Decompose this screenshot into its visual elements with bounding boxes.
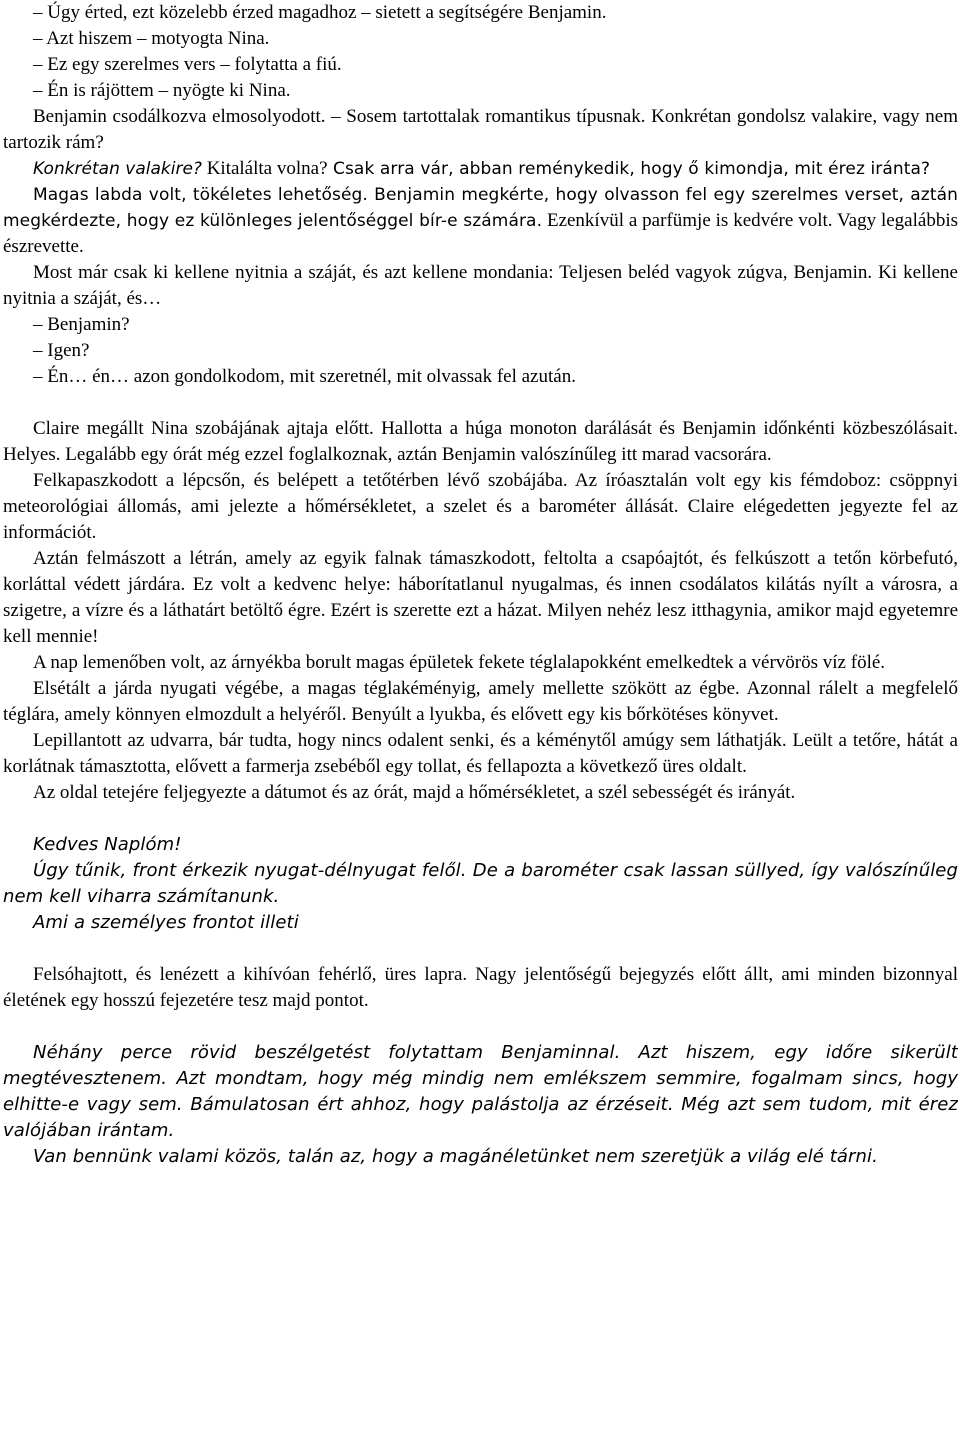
text-segment: Claire megállt Nina szobájának ajtaja előtt. Hallotta a húga monoton darálását és Benjamin időnkénti közbeszólásait. Helyes. Legalább egy órát még ezzel foglalkoznak, aztán Benjamin valószínűleg itt marad vacsorára.	[3, 418, 958, 465]
text-segment: – Én… én… azon gondolkodom, mit szeretnél, mit olvassak fel azután.	[33, 366, 576, 387]
paragraph-p15	[0, 650, 958, 676]
text-segment: Van bennünk valami közös, talán az, hogy a magánéletünket nem szeretjük a világ elé tárni.	[33, 1146, 878, 1167]
paragraph-p22	[0, 962, 958, 1014]
paragraph-spacer	[0, 390, 958, 416]
paragraph-spacer	[0, 936, 958, 962]
text-segment: Néhány perce rövid beszélgetést folytattam Benjaminnal. Azt hiszem, egy időre sikerült megtévesztenem. Azt mondtam, hogy még mindig nem emlékszem semmire, fogalmam sincs, hogy elhitte-e vagy sem. Bámulatosan ért ahhoz, hogy palástolja az érzéseit. Még azt sem tudom, mit érez valójában irántam.	[3, 1042, 958, 1141]
text-segment: Lepillantott az udvarra, bár tudta, hogy nincs odalent senki, és a kéménytől amúgy sem láthatják. Leült a tetőre, hátát a korlátnak támasztotta, elővett a farmerja zsebéből egy tollat, és fellapozta a következő üres oldalt.	[3, 730, 958, 777]
paragraph-p09	[0, 312, 958, 338]
text-segment: Ami a személyes frontot illeti	[33, 912, 299, 933]
text-segment: Kedves Naplóm!	[33, 834, 182, 855]
paragraph-p13	[0, 468, 958, 546]
paragraph-spacer	[0, 1014, 958, 1040]
paragraph-p11	[0, 364, 958, 390]
text-segment: Az oldal tetejére feljegyezte a dátumot és az órát, majd a hőmérsékletet, a szél sebességét és irányát.	[33, 782, 796, 803]
paragraph-p06	[0, 156, 958, 182]
paragraph-p21	[0, 910, 958, 936]
paragraph-p23	[0, 1040, 958, 1144]
text-segment: – Én is rájöttem – nyögte ki Nina.	[33, 80, 291, 101]
text-segment: – Benjamin?	[33, 314, 130, 335]
paragraph-p05	[0, 104, 958, 156]
paragraph-p12	[0, 416, 958, 468]
paragraph-p03	[0, 52, 958, 78]
text-segment: Ezenkívül a parfümje is kedvére volt. Vagy legalábbis észrevette.	[3, 210, 958, 257]
text-segment: Aztán felmászott a létrán, amely az egyik falnak támaszkodott, feltolta a csapóajtót, és felkúszott a tetőn körbefutó, korláttal védett járdára. Ez volt a kedvenc helye: háborítatlanul nyugalmas, és innen csodálatos kilátás nyílt a városra, a szigetre, a vízre és a láthatárt betöltő égre. Ezért is szerette ezt a házat. Milyen nehéz lesz itthagynia, amikor majd egyetemre kell mennie!	[3, 548, 958, 647]
paragraph-p18	[0, 780, 958, 806]
paragraph-p01	[0, 0, 958, 26]
text-segment: Benjamin megkérte, hogy olvasson fel egy szerelmes verset, aztán megkérdezte, hogy ez különleges jelentőséggel bír-e számára.	[3, 185, 958, 231]
text-segment: Úgy tűnik, front érkezik nyugat-délnyugat felől. De a barométer csak lassan süllyed, így valószínűleg nem kell viharra számítanunk.	[3, 860, 958, 907]
text-segment: – Ez egy szerelmes vers – folytatta a fiú.	[33, 54, 342, 75]
text-segment: Benjamin csodálkozva elmosolyodott. – Sosem tartottalak romantikus típusnak. Konkrétan gondolsz valakire, vagy nem tartozik rám?	[3, 106, 958, 153]
text-segment: Csak arra vár, abban reménykedik, hogy ő kimondja, mit érez iránta?	[327, 159, 931, 179]
text-segment: – Igen?	[33, 340, 90, 361]
paragraph-p10	[0, 338, 958, 364]
paragraph-p20	[0, 858, 958, 910]
paragraph-p07	[0, 182, 958, 260]
text-segment: Kitalálta volna?	[201, 158, 328, 179]
text-segment: Elsétált a járda nyugati végébe, a magas téglakéményig, amely mellette szökött az égbe. Azonnal rálelt a megfelelő téglára, amely könnyen elmozdult a helyéről. Benyúlt a lyukba, és elővett egy kis bőrkötéses könyvet.	[3, 678, 958, 725]
text-segment: Felsóhajtott, és lenézett a kihívóan fehérlő, üres lapra. Nagy jelentőségű bejegyzés előtt állt, ami minden bizonnyal életének egy hosszú fejezetére tesz majd pontot.	[3, 964, 958, 1011]
text-segment: Most már csak ki kellene nyitnia a száját, és azt kellene mondania: Teljesen beléd vagyok zúgva, Benjamin. Ki kellene nyitnia a száját, és…	[3, 262, 958, 309]
paragraph-p17	[0, 728, 958, 780]
text-segment: Konkrétan valakire?	[33, 159, 202, 179]
text-segment: – Úgy érted, ezt közelebb érzed magadhoz – sietett a segítségére Benjamin.	[33, 2, 607, 23]
text-segment: A nap lemenőben volt, az árnyékba borult magas épületek fekete téglalapokként emelkedtek a vérvörös víz fölé.	[33, 652, 886, 673]
paragraph-p14	[0, 546, 958, 650]
paragraph-p08	[0, 260, 958, 312]
text-segment: – Azt hiszem – motyogta Nina.	[33, 28, 270, 49]
paragraph-p04	[0, 78, 958, 104]
paragraph-p24	[0, 1144, 958, 1170]
paragraph-p19	[0, 832, 958, 858]
text-segment: Felkapaszkodott a lépcsőn, és belépett a tetőtérben lévő szobájába. Az íróasztalán volt egy kis fémdoboz: csöppnyi meteorológiai állomás, ami jelezte a hőmérsékletet, a szelet és a barométer állását. Claire elégedetten jegyezte fel az információt.	[3, 470, 958, 543]
paragraph-p02	[0, 26, 958, 52]
paragraph-spacer	[0, 806, 958, 832]
text-segment: Magas labda volt, tökéletes lehetőség.	[33, 185, 368, 205]
paragraph-p16	[0, 676, 958, 728]
